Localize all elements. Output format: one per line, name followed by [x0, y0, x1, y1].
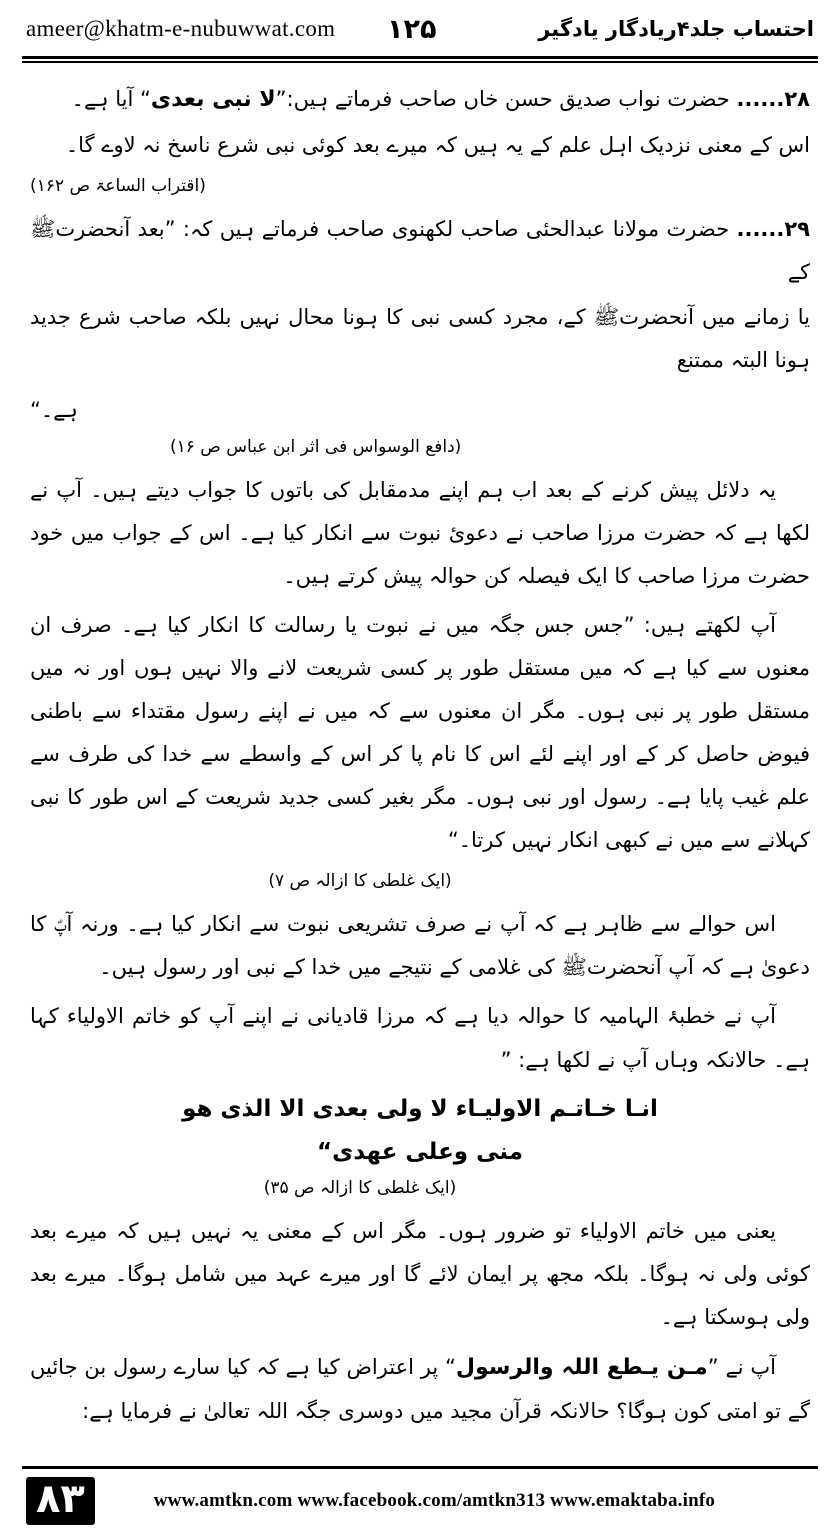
page-footer: [0, 1466, 840, 1540]
reference-citation: (ایک غلطی کا ازالہ ص ۷): [268, 871, 452, 892]
paragraph: یہ دلائل پیش کرنے کے بعد اب ہم اپنے مدمقابل کی باتوں کا جواب دیتے ہیں۔ آپ نے لکھا ہے کہ حضرت مرزا صاحب نے دعویٔ نبوت سے انکار کیا ہے۔ اس کے جواب میں خود حضرت مرزا صاحب کا ایک فیصلہ کن حوالہ پیش کرتے ہیں۔: [30, 477, 810, 588]
arabic-quote-text: منی وعلی عھدی: [332, 1139, 523, 1166]
page-header: [0, 0, 840, 52]
item-number: ۲۸......: [736, 87, 810, 111]
page-content: [0, 63, 840, 1433]
arabic-phrase: مـن یـطع اللہ والرسول: [455, 1355, 708, 1381]
page-number-badge: ۸۳: [26, 1477, 95, 1525]
footer-content: [0, 1469, 840, 1533]
footer-links[interactable]: www.amtkn.com www.facebook.com/amtkn313 www.emaktaba.info: [153, 1490, 716, 1511]
item-text-after: آیا ہے۔: [71, 87, 134, 111]
paragraph-start: آپ نے ”: [707, 1355, 776, 1380]
quote-close: “: [140, 87, 151, 111]
header-email: ameer@khatm-e-nubuwwat.com: [26, 16, 336, 41]
header-page-label: ۱۲۵: [387, 13, 437, 45]
header-divider: [22, 56, 818, 59]
arabic-phrase: لا نبی بعدی: [150, 87, 276, 112]
item-29-line3: ہے۔“: [30, 397, 78, 422]
paragraph-rest: “ پر اعتراض کیا ہے کہ کیا سارے رسول بن جائیں گے تو امتی کون ہوگا؟ حالانکہ قرآن مجید میں دوسری جگہ اللہ تعالیٰ نے فرمایا ہے:: [30, 1355, 810, 1424]
paragraph: اس حوالے سے ظاہر ہے کہ آپ نے صرف تشریعی نبوت سے انکار کیا ہے۔ ورنہ آپؑ کا دعویٰ ہے کہ آپ آنحضرتﷺ کی غلامی کے نتیجے میں خدا کے نبی اور رسول ہیں۔: [30, 912, 810, 980]
list-item: [30, 77, 810, 122]
item-number: ۲۹......: [736, 217, 810, 242]
paragraph: [30, 1345, 810, 1433]
paragraph: یعنی میں خاتم الاولیاء تو ضرور ہوں۔ مگر اس کے معنی یہ نہیں ہیں کہ میرے بعد کوئی ولی نہ ہوگا۔ بلکہ مجھ پر ایمان لائے گا اور میرے عہد میں شامل ہوگا۔ میرے بعد ولی ہوسکتا ہے۔: [30, 1219, 810, 1330]
item-text: حضرت نواب صدیق حسن خاں صاحب فرماتے ہیں:: [286, 87, 730, 111]
paragraph: آپ لکھتے ہیں: ”جس جس جگہ میں نے نبوت یا رسالت کا انکار کیا ہے۔ صرف ان معنوں سے کیا ہے کہ میں مستقل طور پر کسی شریعت لانے والا نہیں ہوں اور نہ میں مستقل طور پر نبی ہوں۔ مگر ان معنوں سے کہ میں نے اپنے رسول مقتداء سے باطنی فیوض حاصل کر کے اور اپنے لئے اس کا نام پا کر اس کے واسطے سے خدا کی طرف سے علم غیب پایا ہے۔ رسول اور نبی ہوں۔ مگر بغیر کسی جدید شریعت کے اس طور کا نبی کہلانے سے میں نے کبھی انکار نہیں کرتا۔“: [30, 612, 810, 853]
reference-citation: (اقتراب الساعۃ ص ۱۶۲): [30, 176, 206, 197]
header-book-title: احتساب جلد۴ریادگار یادگیر: [538, 17, 814, 41]
item-28-line2: اس کے معنی نزدیک اہل علم کے یہ ہیں کہ میرے بعد کوئی نبی شرع ناسخ نہ لاوے گا۔: [65, 133, 810, 158]
quote-open: ”: [275, 87, 287, 111]
reference-citation: (دافع الوسواس فی اثر ابن عباس ص ۱۶): [170, 436, 462, 457]
list-item: [30, 208, 810, 294]
item-29-line2: یا زمانے میں آنحضرتﷺ کے، مجرد کسی نبی کا ہونا محال نہیں بلکہ صاحب شرع جدید ہونا البتہ ممتنع: [30, 305, 810, 373]
reference-citation: (ایک غلطی کا ازالہ ص ۳۵): [263, 1177, 457, 1198]
arabic-quote-line-1: انـا خـاتـم الاولیـاء لا ولی بعدی الا الذی ھو: [182, 1095, 658, 1122]
quote-close: “: [317, 1139, 333, 1166]
arabic-quote-line-2: [30, 1131, 810, 1175]
paragraph: آپ نے خطبۂ الہامیہ کا حوالہ دیا ہے کہ مرزا قادیانی نے اپنے آپ کو خاتم الاولیاء کہا ہے۔ حالانکہ وہاں آپ نے لکھا ہے: ”: [30, 1004, 810, 1072]
item-text: حضرت مولانا عبدالحئی صاحب لکھنوی صاحب فرماتے ہیں کہ: ”بعد آنحضرتﷺ کے: [30, 217, 810, 285]
